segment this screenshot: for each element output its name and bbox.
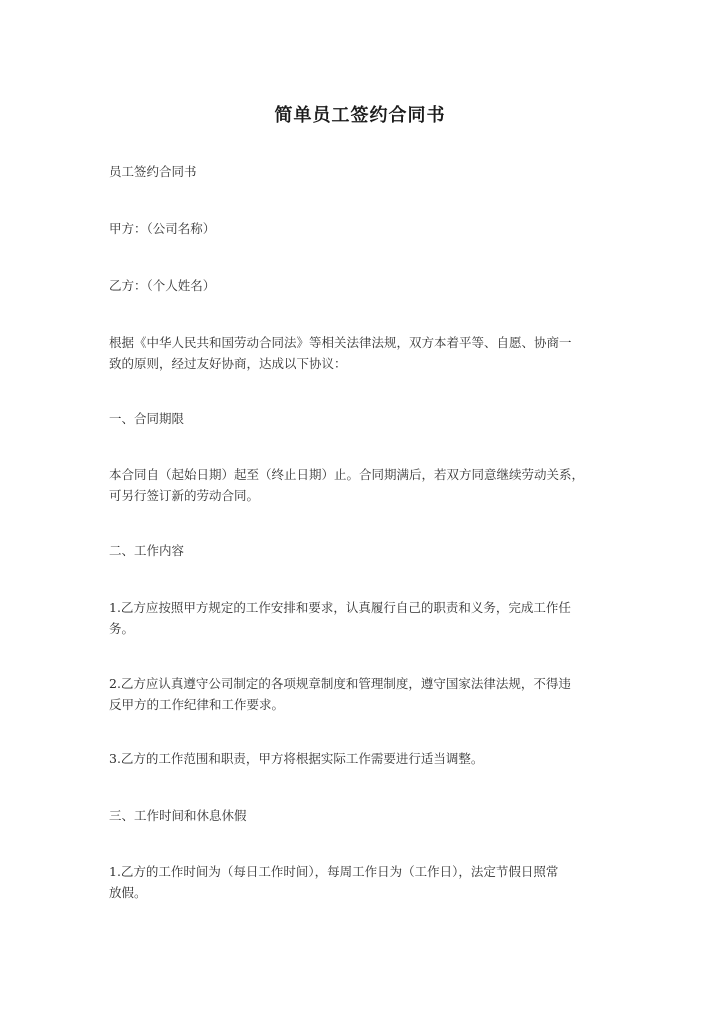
- section-2-heading: 二、工作内容: [109, 543, 185, 558]
- party-a-line: 甲方：（公司名称）: [109, 221, 216, 236]
- party-b-line: 乙方：（个人姓名）: [109, 278, 216, 293]
- section-3-heading: 三、工作时间和休息休假: [109, 808, 247, 823]
- section-3-item-1: 1.乙方的工作时间为（每日工作时间），每周工作日为（工作日），法定节假日照常 放假。: [109, 864, 559, 900]
- section-1-body: 本合同自（起始日期）起至（终止日期）止。合同期满后，若双方同意继续劳动关系， 可另行签订新的劳动合同。: [109, 467, 585, 503]
- document-subtitle: 员工签约合同书: [109, 164, 197, 179]
- section-2-item-1: 1.乙方应按照甲方规定的工作安排和要求，认真履行自己的职责和义务，完成工作任 务。: [109, 600, 571, 636]
- preamble-paragraph: 根据《中华人民共和国劳动合同法》等相关法律法规，双方本着平等、自愿、协商一 致的原则，经过友好协商，达成以下协议：: [109, 335, 572, 371]
- document-title: 简单员工签约合同书: [274, 105, 446, 126]
- section-2-item-2: 2.乙方应认真遵守公司制定的各项规章制度和管理制度，遵守国家法律法规，不得违 反甲方的工作纪律和工作要求。: [109, 676, 571, 712]
- section-1-heading: 一、合同期限: [109, 411, 185, 426]
- section-2-item-3: 3.乙方的工作范围和职责，甲方将根据实际工作需要进行适当调整。: [109, 751, 484, 766]
